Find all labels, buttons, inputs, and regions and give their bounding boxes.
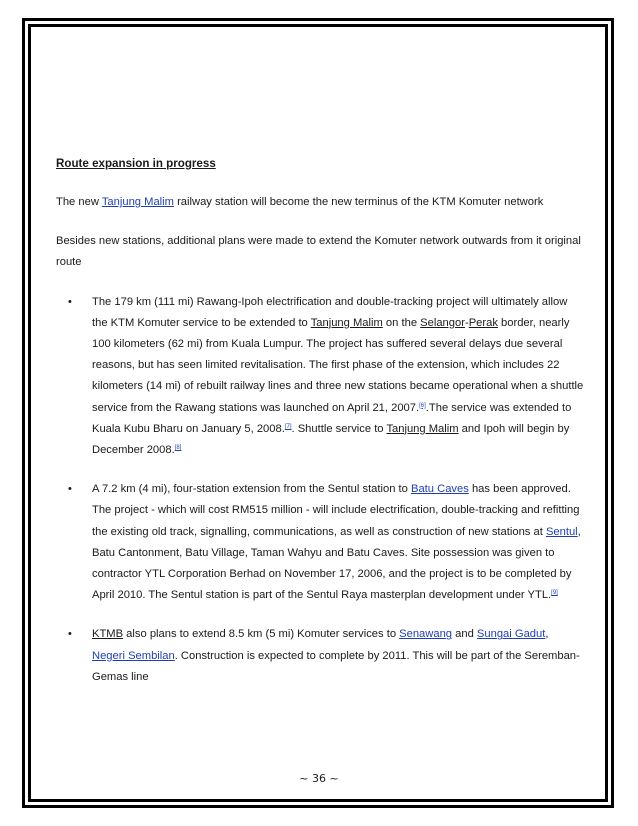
text-span: and xyxy=(452,628,477,641)
link-sentul[interactable]: Sentul xyxy=(545,525,578,538)
link-ktmb[interactable]: KTMB xyxy=(92,628,124,641)
reference-9[interactable]: [9] xyxy=(551,590,558,597)
link-tanjung-malim[interactable]: Tanjung Malim xyxy=(310,316,383,329)
paragraph-expansion: Besides new stations, additional plans were made to extend the Komuter network outwards from it original route xyxy=(56,235,581,269)
text-span: .The service was extended to Kuala Kubu Bharu on January 5, 2008. xyxy=(92,401,572,435)
text-span: , xyxy=(545,628,549,641)
paragraph-intro xyxy=(56,192,584,213)
link-batu-caves[interactable]: Batu Caves xyxy=(411,483,469,496)
text-span: railway station will become the new terminus of the KTM Komuter network xyxy=(173,196,544,208)
text-span: border, nearly 100 kilometers (62 mi) from Kuala Lumpur. The project has suffered several delays due several reasons, but has seen limited revitalisation. The first phase of the extension, which includes 22 kilometers (14 mi) of rebuilt railway lines and three new stations became operational when a shuttle service from the Rawang stations was launched on April 21, 2007. xyxy=(92,316,584,414)
document-content xyxy=(56,154,584,706)
list-item xyxy=(56,479,584,606)
text-span: on the xyxy=(382,316,421,329)
link-perak[interactable]: Perak xyxy=(468,316,498,329)
text-span: and Ipoh will begin by December 2008. xyxy=(92,422,570,457)
link-selangor[interactable]: Selangor xyxy=(420,316,465,329)
link-tanjung-malim[interactable]: Tanjung Malim xyxy=(386,422,459,435)
link-sungai-gadut[interactable]: Sungai Gadut xyxy=(476,628,546,641)
text-span: A 7.2 km (4 mi), four-station extension from the Sentul station to xyxy=(92,483,411,496)
list-item xyxy=(56,624,584,688)
link-negeri-sembilan[interactable]: Negeri Sembilan xyxy=(92,649,175,662)
link-senawang[interactable]: Senawang xyxy=(399,628,453,641)
text-span: , Batu Cantonment, Batu Village, Taman Wahyu and Batu Caves. Site possession was given to contractor YTL Corporation Berhad on November 17, 2006, and the project is to be completed by April 2010. The Sentul station is part of the Sentul Raya masterplan development under YTL. xyxy=(92,525,581,602)
text-span: The new xyxy=(56,196,102,208)
bullet-icon: • xyxy=(68,483,72,496)
text-span: - xyxy=(464,316,469,329)
reference-8[interactable]: [8] xyxy=(174,445,182,452)
text-span: . Shuttle service to xyxy=(291,422,387,435)
bullet-icon: • xyxy=(68,628,72,641)
list-item xyxy=(56,292,584,462)
reference-6[interactable]: [6] xyxy=(419,402,426,409)
bullet-icon: • xyxy=(68,295,72,308)
section-heading: Route expansion in progress xyxy=(56,157,216,170)
text-span: has been approved. The project - which will cost RM515 million - will include electrification, double-tracking and refitting the existing old track, signalling, communications, as well as construction of new stations at xyxy=(92,483,580,538)
expansion-list xyxy=(56,292,584,688)
page-number: ~ 36 ~ xyxy=(299,772,339,785)
text-span: also plans to extend 8.5 km (5 mi) Komuter services to xyxy=(123,628,400,641)
text-span: . Construction is expected to complete by 2011. This will be part of the Seremban-Gemas line xyxy=(92,649,580,683)
text-span: The 179 km (111 mi) Rawang-Ipoh electrification and double-tracking project will ultimately allow the KTM Komuter service to be extended to xyxy=(92,295,568,329)
link-tanjung-malim[interactable]: Tanjung Malim xyxy=(101,196,174,208)
reference-7[interactable]: [7] xyxy=(284,423,292,430)
